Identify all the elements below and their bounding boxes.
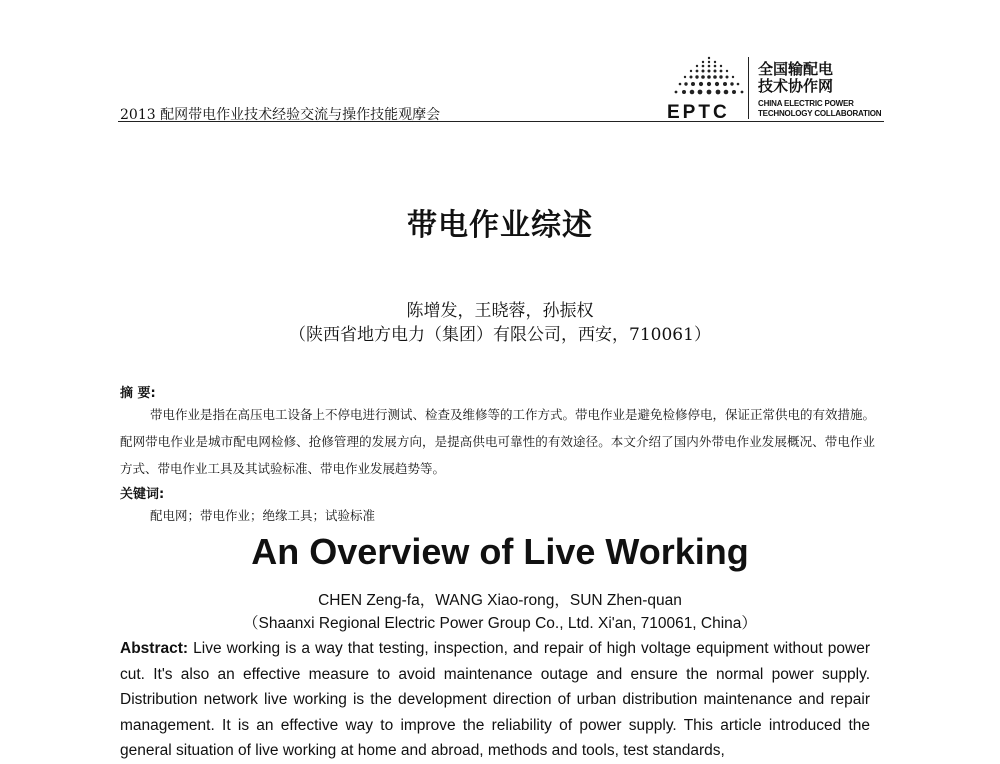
abstract-en <box>120 636 870 764</box>
eptc-wordmark: EPTC <box>667 102 730 123</box>
abstract-body-en: Live working is a way that testing, inspection, and repair of high voltage equipment without power cut. It's also an effective measure to avoid maintenance outage and ensure the normal power supply. Distribution network live working is the development direction of urban distribution maintenance and repair management. It is an effective way to improve the reliability of power supply. This article introduced the general situation of live working at home and abroad, methods and tools, test standards, <box>120 640 870 759</box>
abstract-label-en: Abstract: <box>120 640 189 657</box>
logo-cn-line2: 技术协作网 <box>758 77 834 95</box>
logo-en-line1: CHINA ELECTRIC POWER <box>758 99 854 108</box>
authors-en: CHEN Zeng-fa，WANG Xiao-rong，SUN Zhen-quan <box>318 592 682 609</box>
eptc-globe-logo <box>672 54 746 102</box>
paper-title-en: An Overview of Live Working <box>251 531 749 572</box>
paper-title-cn: 带电作业综述 <box>407 208 593 243</box>
affiliation-en: （Shaanxi Regional Electric Power Group Co., Ltd. Xi'an, 710061, China） <box>243 615 757 632</box>
authors-cn: 陈增发，王晓蓉，孙振权 <box>406 301 594 321</box>
conference-header: 2013 配网带电作业技术经验交流与操作技能观摩会 <box>120 107 441 123</box>
keywords-cn: 配电网；带电作业；绝缘工具；试验标准 <box>150 508 376 523</box>
abstract-body-cn: 带电作业是指在高压电工设备上不停电进行测试、检查及维修等的工作方式。带电作业是避免检修停电，保证正常供电的有效措施。配网带电作业是城市配电网检修、抢修管理的发展方向，是提高供电可靠性的有效途径。本文介绍了国内外带电作业发展概况、带电作业方式、带电作业工具及其试验标准、带电作业发展趋势等。 <box>120 407 876 476</box>
logo-en-line2: TECHNOLOGY COLLABORATION <box>758 109 882 118</box>
logo-cn-line1: 全国输配电 <box>758 60 834 78</box>
keywords-label-cn: 关键词: <box>120 487 165 502</box>
logo-divider <box>748 57 749 119</box>
affiliation-cn: （陕西省地方电力（集团）有限公司，西安，710061） <box>289 325 711 345</box>
abstract-label-cn: 摘 要: <box>120 386 156 401</box>
header-rule <box>118 121 884 122</box>
